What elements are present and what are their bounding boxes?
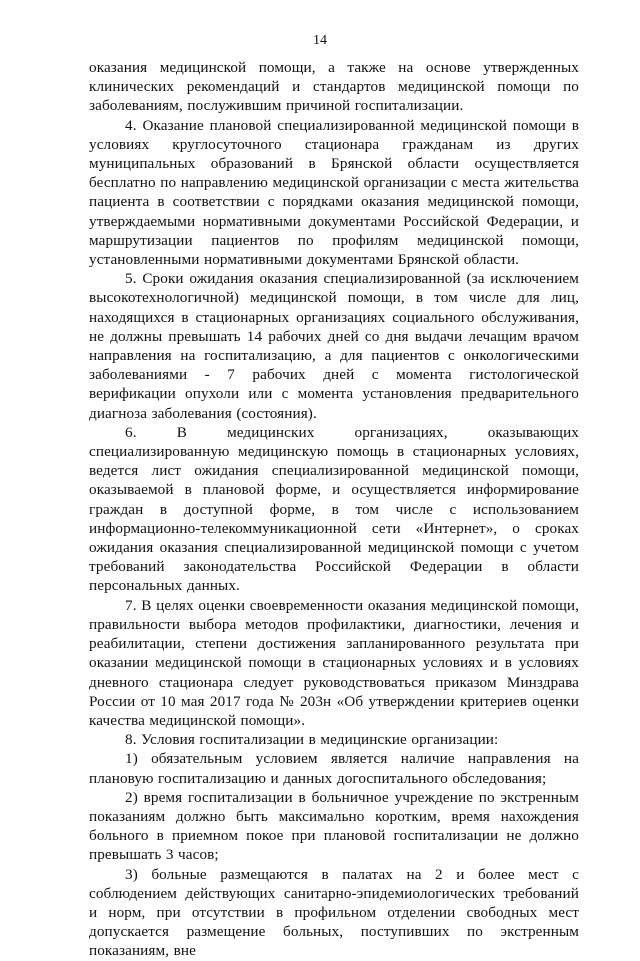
paragraph-item-6: 6. В медицинских организациях, оказывающих специализированную медицинскую помощь в стационарных условиях, ведется лист ожидания специализированной медицинской помощи, оказываемой в плановой форме, и осуществляется информирование граждан в доступной форме, в том числе с использованием информационно-телекоммуникационной сети «Интернет», о сроках ожидания оказания специализированной медицинской помощи с учетом требований законодательства Российской Федерации в области персональных данных. <box>89 423 579 595</box>
paragraph-item-4: 4. Оказание плановой специализированной медицинской помощи в условиях круглосуточного стационара гражданам из других муниципальных образований в Брянской области осуществляется бесплатно по направлению медицинской организации с места жительства пациента в соответствии с порядками оказания медицинской помощи, утверждаемыми нормативными документами Российской Федерации, и маршрутизации пациентов по профилям медицинской помощи, установленными нормативными документами Брянской области. <box>89 116 579 269</box>
paragraph-subitem-1: 1) обязательным условием является наличие направления на плановую госпитализацию и данных догоспитального обследования; <box>89 750 579 787</box>
document-body <box>89 58 579 961</box>
page-number: 14 <box>313 33 327 48</box>
paragraph-item-7: 7. В целях оценки своевременности оказания медицинской помощи, правильности выбора методов профилактики, диагностики, лечения и реабилитации, степени достижения запланированного результата при оказании медицинской помощи в стационарных условиях и в условиях дневного стационара следует руководствоваться приказом Минздрава России от 10 мая 2017 года № 203н «Об утверждении критериев оценки качества медицинской помощи». <box>89 596 579 729</box>
paragraph-subitem-3: 3) больные размещаются в палатах на 2 и более мест с соблюдением действующих санитарно-эпидемиологических требований и норм, при отсутствии в профильном отделении свободных мест допускается размещение больных, поступивших по экстренным показаниям, вне <box>89 865 579 960</box>
paragraph-subitem-2: 2) время госпитализации в больничное учреждение по экстренным показаниям должно быть максимально коротким, время нахождения больного в приемном покое при плановой госпитализации не должно превышать 3 часов; <box>89 788 579 864</box>
paragraph-item-5: 5. Сроки ожидания оказания специализированной (за исключением высокотехнологичной) медицинской помощи, в том числе для лиц, находящихся в стационарных организациях социального обслуживания, не должны превышать 14 рабочих дней со дня выдачи лечащим врачом направления на госпитализацию, а для пациентов с онкологическими заболеваниями - 7 рабочих дней с момента гистологической верификации опухоли или с момента установления предварительного диагноза заболевания (состояния). <box>89 270 579 422</box>
paragraph-continuation: оказания медицинской помощи, а также на основе утвержденных клинических рекомендаций и стандартов медицинской помощи по заболеваниям, послужившим причиной госпитализации. <box>89 59 579 115</box>
paragraph-item-8-heading: 8. Условия госпитализации в медицинские организации: <box>125 731 499 749</box>
